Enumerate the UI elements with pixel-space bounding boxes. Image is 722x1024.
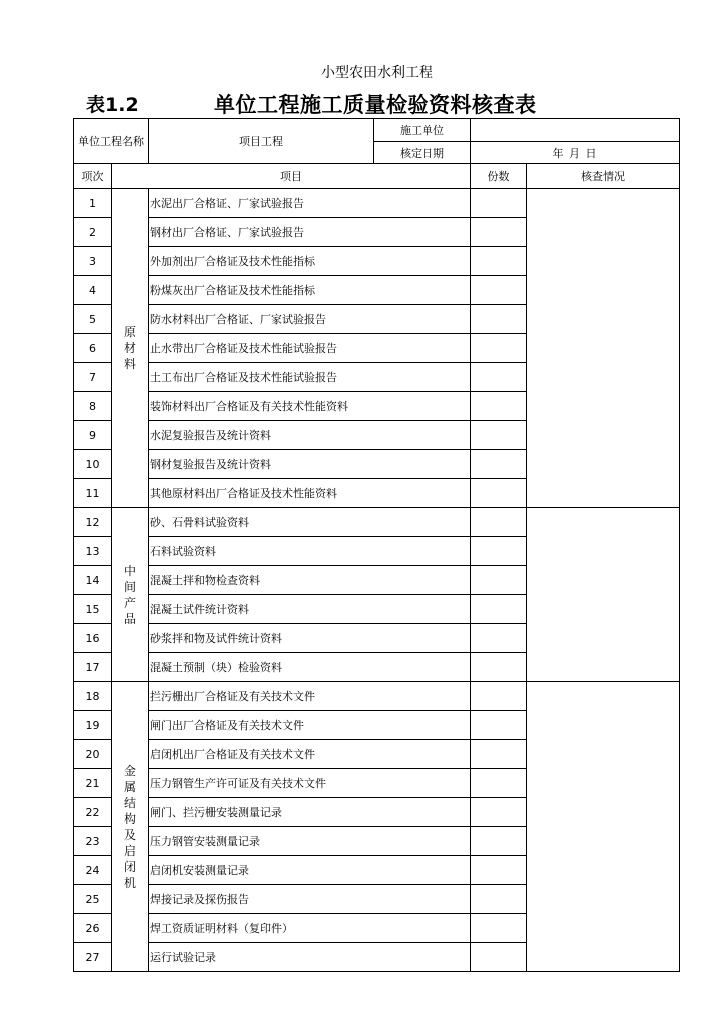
item-description: 拦污栅出厂合格证及有关技术文件 (149, 682, 471, 711)
row-number: 26 (74, 914, 112, 943)
check-date-value: 年 月 日 (471, 142, 680, 164)
item-description: 混凝土预制（块）检验资料 (149, 653, 471, 682)
item-description: 止水带出厂合格证及技术性能试验报告 (149, 334, 471, 363)
copies-cell (471, 798, 527, 827)
copies-cell (471, 653, 527, 682)
copies-cell (471, 392, 527, 421)
copies-cell (471, 305, 527, 334)
row-number: 5 (74, 305, 112, 334)
item-description: 运行试验记录 (149, 943, 471, 972)
unit-name-value: 项目工程 (149, 119, 374, 164)
row-number: 19 (74, 711, 112, 740)
row-number: 24 (74, 856, 112, 885)
item-description: 钢材出厂合格证、厂家试验报告 (149, 218, 471, 247)
row-number: 12 (74, 508, 112, 537)
item-description: 防水材料出厂合格证、厂家试验报告 (149, 305, 471, 334)
table-row (74, 508, 680, 537)
row-number: 3 (74, 247, 112, 276)
row-number: 15 (74, 595, 112, 624)
item-description: 启闭机安装测量记录 (149, 856, 471, 885)
category-label (112, 508, 149, 682)
item-description: 砂、石骨料试验资料 (149, 508, 471, 537)
construction-unit-label: 施工单位 (374, 119, 471, 142)
row-number: 8 (74, 392, 112, 421)
row-number: 9 (74, 421, 112, 450)
row-number: 18 (74, 682, 112, 711)
inspection-table (73, 118, 680, 972)
row-number: 23 (74, 827, 112, 856)
copies-cell (471, 595, 527, 624)
column-header-check: 核查情况 (527, 164, 680, 189)
row-number: 27 (74, 943, 112, 972)
row-number: 14 (74, 566, 112, 595)
page-title: 单位工程施工质量检验资料核查表 (214, 93, 537, 117)
copies-cell (471, 566, 527, 595)
copies-cell (471, 914, 527, 943)
category-text: 金属结构及启闭机 (123, 763, 136, 890)
item-description: 压力钢管安装测量记录 (149, 827, 471, 856)
category-text: 原材料 (123, 325, 136, 371)
item-description: 闸门出厂合格证及有关技术文件 (149, 711, 471, 740)
table-row (74, 189, 680, 218)
copies-cell (471, 624, 527, 653)
check-date-label: 核定日期 (374, 142, 471, 164)
check-result-cell (527, 189, 680, 508)
item-description: 砂浆拌和物及试件统计资料 (149, 624, 471, 653)
copies-cell (471, 537, 527, 566)
copies-cell (471, 885, 527, 914)
row-number: 1 (74, 189, 112, 218)
copies-cell (471, 247, 527, 276)
copies-cell (471, 421, 527, 450)
row-number: 13 (74, 537, 112, 566)
item-description: 混凝土试件统计资料 (149, 595, 471, 624)
copies-cell (471, 508, 527, 537)
column-header-seq: 项次 (74, 164, 112, 189)
copies-cell (471, 479, 527, 508)
row-number: 22 (74, 798, 112, 827)
copies-cell (471, 827, 527, 856)
copies-cell (471, 276, 527, 305)
row-number: 2 (74, 218, 112, 247)
row-number: 21 (74, 769, 112, 798)
item-description: 水泥出厂合格证、厂家试验报告 (149, 189, 471, 218)
table-number: 表1.2 (86, 94, 139, 116)
copies-cell (471, 363, 527, 392)
construction-unit-value (471, 119, 680, 142)
row-number: 6 (74, 334, 112, 363)
item-description: 钢材复验报告及统计资料 (149, 450, 471, 479)
check-result-cell (527, 682, 680, 972)
item-description: 外加剂出厂合格证及技术性能指标 (149, 247, 471, 276)
check-result-cell (527, 508, 680, 682)
copies-cell (471, 740, 527, 769)
copies-cell (471, 943, 527, 972)
item-description: 闸门、拦污栅安装测量记录 (149, 798, 471, 827)
item-description: 水泥复验报告及统计资料 (149, 421, 471, 450)
item-description: 焊工资质证明材料（复印件） (149, 914, 471, 943)
item-description: 石料试验资料 (149, 537, 471, 566)
category-label (112, 682, 149, 972)
copies-cell (471, 218, 527, 247)
item-description: 启闭机出厂合格证及有关技术文件 (149, 740, 471, 769)
row-number: 17 (74, 653, 112, 682)
item-description: 焊接记录及探伤报告 (149, 885, 471, 914)
row-number: 25 (74, 885, 112, 914)
item-description: 装饰材料出厂合格证及有关技术性能资料 (149, 392, 471, 421)
form-subtitle: 小型农田水利工程 (321, 65, 433, 81)
item-description: 土工布出厂合格证及技术性能试验报告 (149, 363, 471, 392)
row-number: 20 (74, 740, 112, 769)
item-description: 粉煤灰出厂合格证及技术性能指标 (149, 276, 471, 305)
row-number: 16 (74, 624, 112, 653)
row-number: 4 (74, 276, 112, 305)
column-header-item: 项目 (112, 164, 471, 189)
column-header-copies: 份数 (471, 164, 527, 189)
category-label (112, 189, 149, 508)
copies-cell (471, 856, 527, 885)
unit-name-label: 单位工程名称 (74, 119, 149, 164)
item-description: 其他原材料出厂合格证及技术性能资料 (149, 479, 471, 508)
copies-cell (471, 334, 527, 363)
copies-cell (471, 450, 527, 479)
copies-cell (471, 711, 527, 740)
row-number: 11 (74, 479, 112, 508)
copies-cell (471, 682, 527, 711)
item-description: 混凝土拌和物检查资料 (149, 566, 471, 595)
table-row (74, 682, 680, 711)
row-number: 7 (74, 363, 112, 392)
copies-cell (471, 189, 527, 218)
copies-cell (471, 769, 527, 798)
category-text: 中间产品 (123, 563, 136, 626)
item-description: 压力钢管生产许可证及有关技术文件 (149, 769, 471, 798)
row-number: 10 (74, 450, 112, 479)
